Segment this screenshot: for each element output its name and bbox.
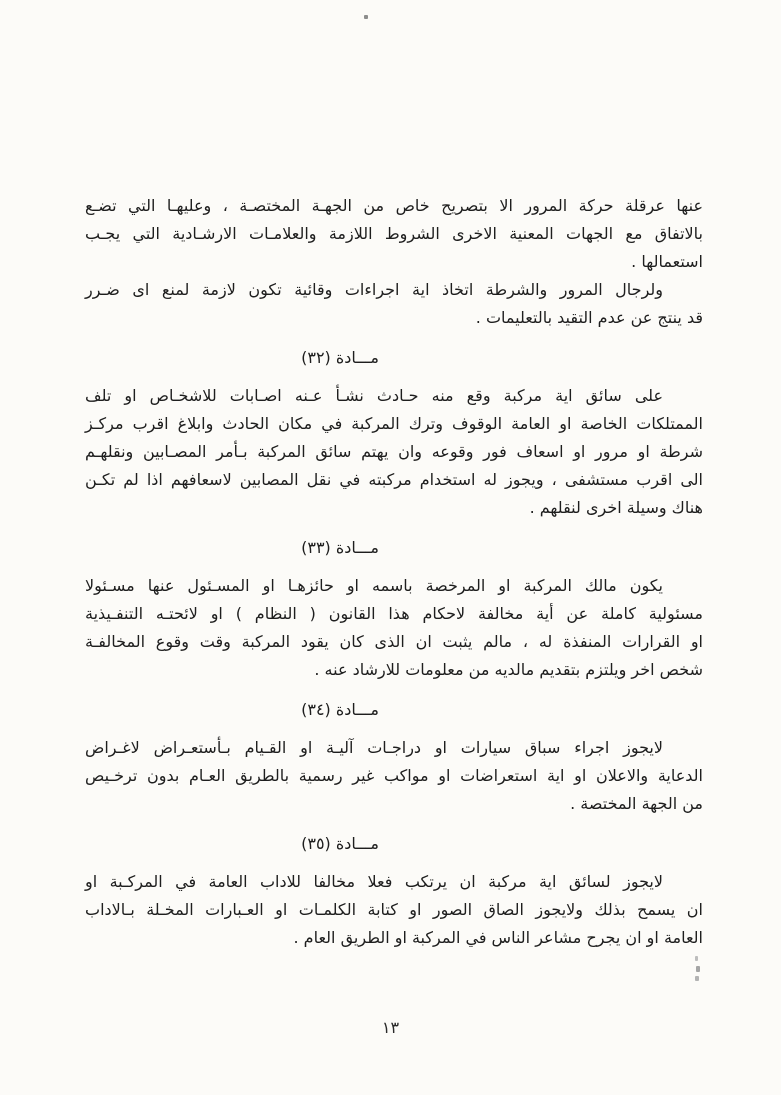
paragraph xyxy=(85,382,703,522)
paragraph xyxy=(85,572,703,684)
text-line: يكون مالك المركبة او المرخصة باسمه او حائزهـا او المسـئول عنها مسـئولا xyxy=(85,576,663,595)
scan-speck xyxy=(364,15,368,19)
text-line: الدعاية والاعلان او اية استعراضات او مواكب غير رسمية بالطريق العـام بدون ترخـيص xyxy=(85,766,703,785)
text-line: شرطة او مرور او اسعاف فور وقوعه وان يهتم سائق المركبة بـأمر المصـابين ونقلهـم xyxy=(85,442,703,461)
text-line: بالاتفاق مع الجهات المعنية الاخرى الشروط اللازمة والعلامـات الارشـادية التي يجـب xyxy=(85,224,703,243)
text-line: هناك وسيلة اخرى لنقلهم . xyxy=(529,498,703,517)
article-heading: مـــادة (٣٣) xyxy=(301,538,379,557)
page-number: ١٣ xyxy=(381,1018,400,1037)
text-line: قد ينتج عن عدم التقيد بالتعليمات . xyxy=(475,308,703,327)
text-line: ولرجال المرور والشرطة اتخاذ اية اجراءات وقائية تكون لازمة لمنع اى ضـرر xyxy=(85,280,663,299)
document-body xyxy=(85,192,703,952)
text-line: استعمالها . xyxy=(631,252,703,271)
scan-speck xyxy=(696,966,700,972)
text-line: مسئولية كاملة عن أية مخالفة لاحكام هذا القانون ( النظام ) او لائحتـه التنفـيذية xyxy=(85,604,703,623)
text-line: من الجهة المختصة . xyxy=(570,794,703,813)
text-line: شخص اخر ويلتزم بتقديم مالديه من معلومات للارشاد عنه . xyxy=(314,660,703,679)
text-line: على سائق اية مركبة وقع منه حـادث نشـأ عـنه اصـابات للاشخـاص او تلف xyxy=(85,386,663,405)
text-line: العامة او ان يجرح مشاعر الناس في المركبة او الطريق العام . xyxy=(293,928,703,947)
text-line: لايجوز لسائق اية مركبة ان يرتكب فعلا مخالفا للاداب العامة في المركـبة او xyxy=(85,872,663,891)
article-heading: مـــادة (٣٥) xyxy=(301,834,379,853)
text-line: لايجوز اجراء سباق سيارات او دراجـات آليـة او القـيام بـأستعـراض لاغـراض xyxy=(85,738,663,757)
text-line: الى اقرب مستشفى ، ويجوز له استخدام مركبته في نقل المصابين لاسعافهم اذا لم تكـن xyxy=(85,470,703,489)
paragraph xyxy=(85,192,703,276)
text-line: او القرارات المنفذة له ، مالم يثبت ان الذى كان يقود المركبة وقت وقوع المخالفـة xyxy=(85,632,703,651)
text-line: ان يسمح بذلك ولايجوز الصاق الصور او كتابة الكلمـات او العـبارات المخـلة بـالاداب xyxy=(85,900,703,919)
text-line: عنها عرقلة حركة المرور الا بتصريح خاص من الجهـة المختصـة ، وعليهـا التي تضـع xyxy=(85,196,703,215)
scan-speck xyxy=(695,976,699,981)
article-heading: مـــادة (٣٢) xyxy=(301,348,379,367)
article-heading: مـــادة (٣٤) xyxy=(301,700,379,719)
paragraph xyxy=(85,276,703,332)
text-line: الممتلكات الخاصة او العامة الوقوف وترك المركبة في مكان الحادث وابلاغ اقرب مركـز xyxy=(85,414,703,433)
paragraph xyxy=(85,868,703,952)
scan-speck xyxy=(695,956,698,961)
paragraph xyxy=(85,734,703,818)
